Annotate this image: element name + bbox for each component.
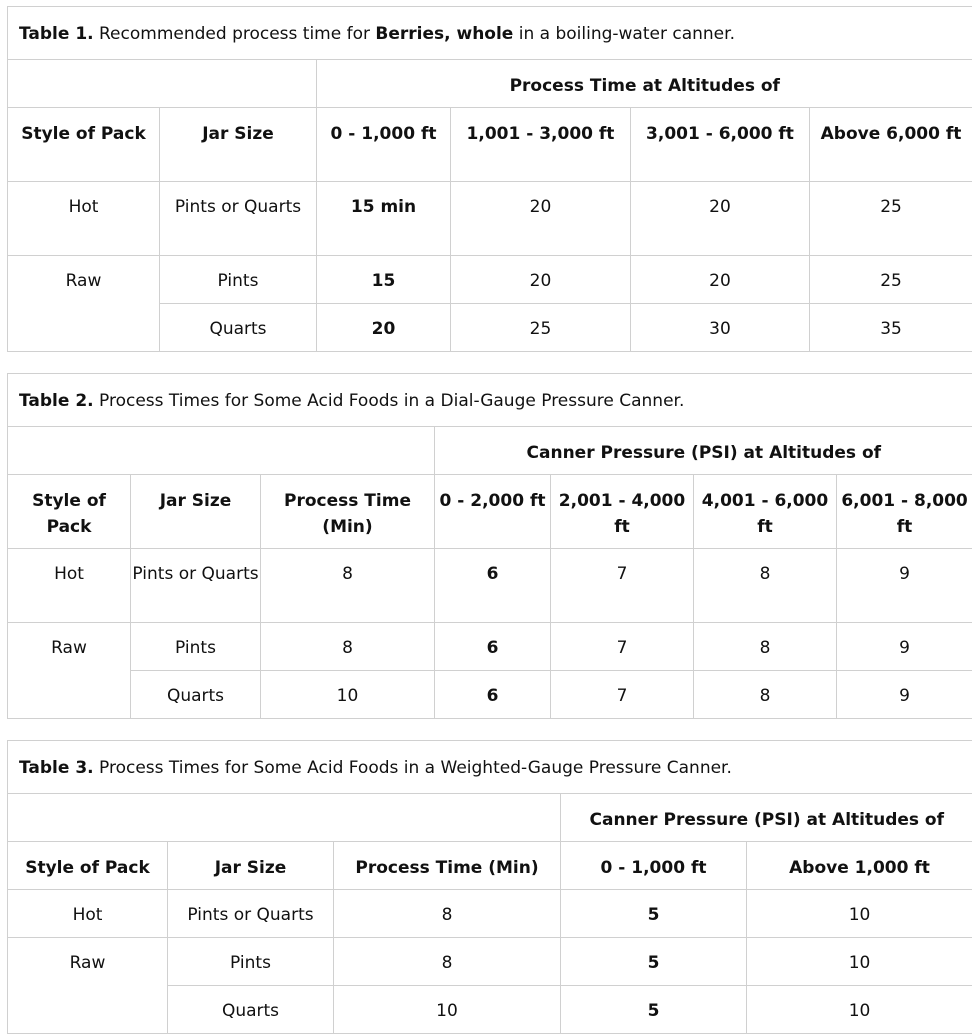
- style-cell: Hot: [8, 182, 160, 256]
- table-1-blank-header: [8, 60, 317, 108]
- value-cell: 10: [747, 938, 972, 986]
- table-row: [8, 549, 972, 623]
- value-cell: 5: [561, 986, 747, 1034]
- value-cell: 6: [435, 549, 551, 623]
- time-cell: 10: [261, 671, 435, 719]
- table-3-blank-header: [8, 794, 561, 842]
- jar-cell: Quarts: [160, 304, 317, 352]
- table-2-blank-header: [8, 427, 435, 475]
- table-2-col-header: 2,001 - 4,000 ft: [551, 475, 694, 549]
- table-1-col-header: Style of Pack: [8, 108, 160, 182]
- table-3: [7, 740, 972, 1034]
- value-cell: 20: [451, 182, 631, 256]
- value-cell: 5: [561, 890, 747, 938]
- value-cell: 9: [837, 623, 972, 671]
- table-3-col-header: Style of Pack: [8, 842, 168, 890]
- table-1-group-header: Process Time at Altitudes of: [317, 60, 972, 108]
- value-cell: 25: [810, 256, 972, 304]
- style-cell: Hot: [8, 549, 131, 623]
- table-1-col-header: Jar Size: [160, 108, 317, 182]
- table-row: [8, 304, 972, 352]
- value-cell: 6: [435, 623, 551, 671]
- value-cell: 7: [551, 671, 694, 719]
- jar-cell: Pints or Quarts: [160, 182, 317, 256]
- time-cell: 8: [334, 938, 561, 986]
- style-cell: Raw: [8, 623, 131, 671]
- table-2-group-header: Canner Pressure (PSI) at Altitudes of: [435, 427, 972, 475]
- value-cell: 20: [451, 256, 631, 304]
- table-3-group-header: Canner Pressure (PSI) at Altitudes of: [561, 794, 972, 842]
- table-2-col-header: 4,001 - 6,000 ft: [694, 475, 837, 549]
- value-cell: 8: [694, 671, 837, 719]
- time-cell: 10: [334, 986, 561, 1034]
- style-cell: Hot: [8, 890, 168, 938]
- jar-cell: Pints: [168, 938, 334, 986]
- table-row: [8, 671, 972, 719]
- value-cell: 9: [837, 671, 972, 719]
- style-cell: [8, 986, 168, 1034]
- jar-cell: Quarts: [131, 671, 261, 719]
- value-cell: 20: [317, 304, 451, 352]
- value-cell: 25: [810, 182, 972, 256]
- value-cell: 30: [631, 304, 810, 352]
- style-cell: [8, 304, 160, 352]
- table-2-col-header: 0 - 2,000 ft: [435, 475, 551, 549]
- value-cell: 35: [810, 304, 972, 352]
- style-cell: [8, 671, 131, 719]
- style-cell: Raw: [8, 256, 160, 304]
- table-1-col-header: 3,001 - 6,000 ft: [631, 108, 810, 182]
- table-2-col-header: Process Time (Min): [261, 475, 435, 549]
- table-row: [8, 890, 972, 938]
- table-1: [7, 6, 972, 352]
- time-cell: 8: [334, 890, 561, 938]
- value-cell: 10: [747, 890, 972, 938]
- value-cell: 15 min: [317, 182, 451, 256]
- value-cell: 20: [631, 256, 810, 304]
- table-row: [8, 986, 972, 1034]
- table-row: [8, 256, 972, 304]
- jar-cell: Pints or Quarts: [131, 549, 261, 623]
- value-cell: 25: [451, 304, 631, 352]
- table-2-caption: Table 2. Process Times for Some Acid Foods in a Dial-Gauge Pressure Canner.: [8, 374, 972, 427]
- table-1-col-header: Above 6,000 ft: [810, 108, 972, 182]
- jar-cell: Pints: [160, 256, 317, 304]
- time-cell: 8: [261, 623, 435, 671]
- value-cell: 10: [747, 986, 972, 1034]
- table-1-col-header: 0 - 1,000 ft: [317, 108, 451, 182]
- jar-cell: Quarts: [168, 986, 334, 1034]
- table-3-caption: Table 3. Process Times for Some Acid Foods in a Weighted-Gauge Pressure Canner.: [8, 741, 972, 794]
- table-row: [8, 623, 972, 671]
- jar-cell: Pints or Quarts: [168, 890, 334, 938]
- table-1-caption: Table 1. Recommended process time for Berries, whole in a boiling-water canner.: [8, 7, 972, 60]
- value-cell: 7: [551, 549, 694, 623]
- table-3-col-header: Process Time (Min): [334, 842, 561, 890]
- jar-cell: Pints: [131, 623, 261, 671]
- value-cell: 5: [561, 938, 747, 986]
- value-cell: 20: [631, 182, 810, 256]
- table-3-col-header: 0 - 1,000 ft: [561, 842, 747, 890]
- table-2-col-header: Jar Size: [131, 475, 261, 549]
- value-cell: 8: [694, 623, 837, 671]
- table-3-col-header: Jar Size: [168, 842, 334, 890]
- table-1-col-header: 1,001 - 3,000 ft: [451, 108, 631, 182]
- table-2-col-header: Style of Pack: [8, 475, 131, 549]
- table-row: [8, 182, 972, 256]
- style-cell: Raw: [8, 938, 168, 986]
- table-3-col-header: Above 1,000 ft: [747, 842, 972, 890]
- value-cell: 8: [694, 549, 837, 623]
- time-cell: 8: [261, 549, 435, 623]
- value-cell: 15: [317, 256, 451, 304]
- value-cell: 9: [837, 549, 972, 623]
- table-row: [8, 938, 972, 986]
- value-cell: 7: [551, 623, 694, 671]
- table-2-col-header: 6,001 - 8,000 ft: [837, 475, 972, 549]
- table-2: [7, 373, 972, 719]
- value-cell: 6: [435, 671, 551, 719]
